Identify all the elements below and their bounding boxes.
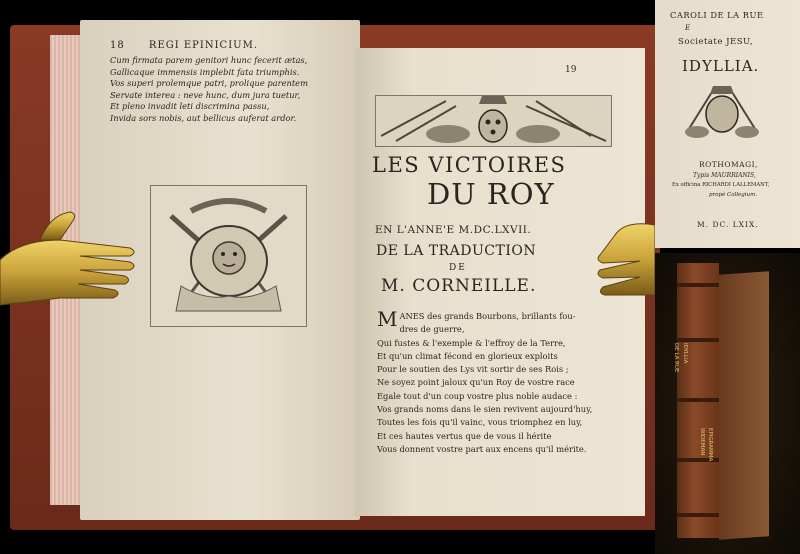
spine-band — [677, 398, 719, 402]
verse-line: Vos superi prolemque patri, prolique parentem — [110, 78, 308, 88]
verse-line: Invida sors nobis, aut bellicus auferat ardor. — [110, 112, 297, 123]
spine-inset — [655, 253, 800, 554]
verse-line: Et qu'un climat fécond en glorieux exploits — [377, 350, 558, 361]
verse-line: Ne soyez point jaloux qu'un Roy de vostre race — [377, 377, 575, 388]
title-du-roy: DU ROY — [427, 177, 555, 211]
spine-label-author: DE LA RUE — [673, 343, 679, 373]
brass-hand-right — [595, 215, 655, 315]
verse-line: Et ces hautes vertus que de vous il hérite — [377, 430, 552, 441]
verse-line: dres de guerre, — [399, 324, 465, 335]
title-corneille: M. CORNEILLE. — [381, 276, 537, 296]
right-page-verses — [377, 307, 627, 456]
verse-line: Gallicaque immensis implebit fata triumphis. — [110, 66, 300, 77]
spine-band — [677, 513, 719, 517]
book-title: IDYLLIA. — [682, 57, 760, 75]
left-page-verses — [110, 55, 340, 124]
spine-band — [677, 283, 719, 287]
royal-arms-headpiece — [375, 95, 612, 147]
spine-label-second-title: EPIGRAMMA — [707, 428, 713, 462]
spine-band — [677, 338, 719, 342]
brass-hand-left — [0, 210, 140, 320]
book-side — [719, 271, 769, 539]
verse-line: Servate interea : neve hunc, dum jura tuetur, — [110, 89, 301, 100]
society-line: Societate JESU, — [678, 37, 754, 47]
sun-trumpets-engraving — [150, 185, 307, 327]
spine-label-second-author: WIDEMAN — [699, 428, 705, 456]
book-spine — [677, 263, 719, 538]
left-page-number: 18 — [110, 40, 125, 51]
arms-emblem — [682, 82, 762, 142]
verse-line: Qui fustes & l'exemple & l'effroy de la Terre, — [377, 337, 566, 348]
title-page-inset — [655, 0, 800, 248]
author-line: CAROLI DE LA RUE — [670, 10, 764, 20]
right-page-number: 19 — [565, 65, 577, 75]
place-line: ROTHOMAGI, — [699, 160, 758, 169]
title-traduction: DE LA TRADUCTION — [376, 243, 537, 259]
typis-line: Typis MAURRIANIS, — [693, 172, 756, 179]
author-e: E — [685, 24, 691, 32]
verse-line: Pour le soutien des Lys vit sortir de ses Rois ; — [377, 364, 569, 375]
spine-label-title: IDYLLIA — [682, 343, 688, 364]
title-de: DE — [449, 263, 467, 273]
verse-line: Egale tout d'un coup vostre plus noble audace : — [377, 390, 578, 401]
verse-line: Vos grands noms dans le sien revivent aujourd'huy, — [377, 404, 593, 415]
title-year: EN L'ANNE'E M.DC.LXVII. — [375, 224, 532, 236]
title-victoires: LES VICTOIRES — [372, 153, 567, 177]
left-page-header — [110, 40, 258, 51]
left-running-head: REGI EPINICIUM. — [148, 40, 258, 51]
printer-line: Ex officina RICHARDI LALLEMANT, — [672, 182, 770, 188]
verse-line: Cum firmata parem genitori hunc fecerit ætas, — [110, 55, 308, 65]
drop-cap: M — [377, 307, 398, 331]
verse-line: Et pleno invadit leti discrimina passu, — [110, 101, 270, 111]
verse-line: ANES des grands Bourbons, brillants fou- — [399, 311, 576, 321]
collegium-line: propè Collegium. — [709, 192, 758, 198]
verse-line: Vous donnent vostre part aux encens qu'il mérite. — [377, 443, 587, 454]
verse-line: Toutes les fois qu'il vainc, vous triomphez en luy, — [377, 417, 583, 428]
date-line: M. DC. LXIX. — [697, 220, 759, 229]
